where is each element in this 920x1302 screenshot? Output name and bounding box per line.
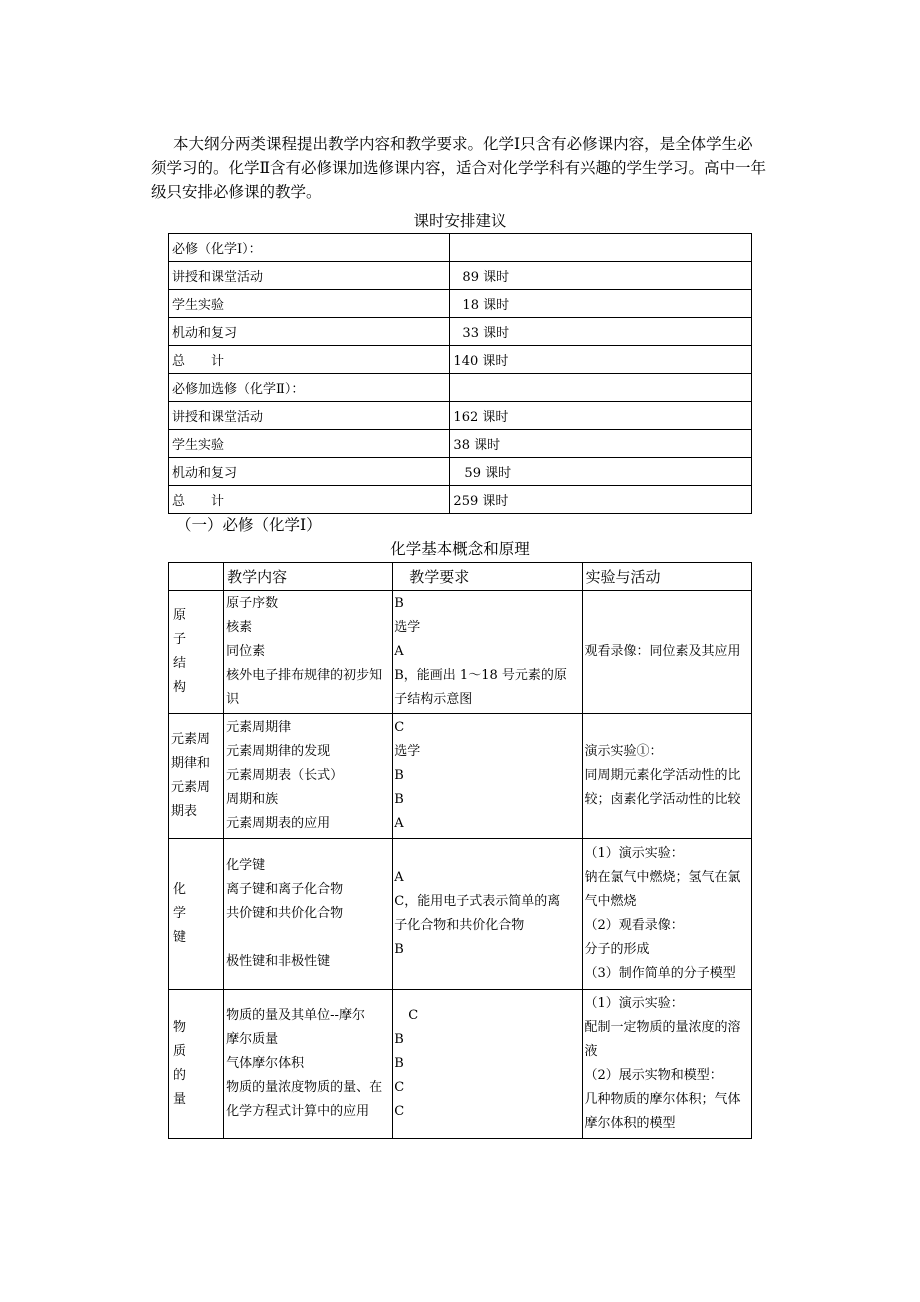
activity-line: 几种物质的摩尔体积；气体 xyxy=(584,1092,741,1107)
requirement-line: B，能画出 1～18 号元素的原 xyxy=(394,668,567,683)
topic-line: 物 xyxy=(173,1020,187,1035)
activity-line: （3）制作简单的分子模型 xyxy=(584,966,736,981)
activity-line: （1）演示实验： xyxy=(584,996,684,1011)
schedule-hours: 38 课时 xyxy=(450,430,752,458)
schedule-item: 机动和复习 xyxy=(169,458,450,486)
requirement-line: C，能用电子式表示简单的离 xyxy=(394,894,561,909)
schedule-item: 机动和复习 xyxy=(169,318,450,346)
content-cell xyxy=(224,839,393,990)
topic-line: 构 xyxy=(173,680,187,695)
table-row xyxy=(169,839,752,990)
content-line: 同位素 xyxy=(226,644,266,659)
content-line: 物质的量及其单位--摩尔 xyxy=(226,1008,365,1023)
activity-line: 较；卤素化学活动性的比较 xyxy=(584,792,741,807)
schedule-item: 总 计 xyxy=(169,346,450,374)
topic-line: 结 xyxy=(173,656,187,671)
schedule-item: 讲授和课堂活动 xyxy=(169,262,450,290)
table-row xyxy=(169,714,752,839)
schedule-hours: 162 课时 xyxy=(450,402,752,430)
requirement-line: C xyxy=(394,1080,405,1095)
schedule-item: 总 计 xyxy=(169,486,450,514)
content-line: 化学方程式计算中的应用 xyxy=(226,1104,370,1119)
content-line: 原子序数 xyxy=(226,596,279,611)
requirement-line: A xyxy=(394,816,404,831)
content-line: 元素周期表（长式） xyxy=(226,768,344,783)
activity-cell xyxy=(582,714,752,839)
table-row xyxy=(169,591,752,714)
requirement-line: C xyxy=(394,1104,405,1119)
content-line: 元素周期律 xyxy=(226,720,292,735)
requirement-line: B xyxy=(394,596,404,611)
topic-cell xyxy=(169,990,224,1139)
table-row xyxy=(169,374,752,402)
activity-line: 摩尔体积的模型 xyxy=(584,1116,676,1131)
topic-line: 化 xyxy=(173,882,187,897)
content-cell xyxy=(224,591,393,714)
requirement-line: B xyxy=(394,792,404,807)
topic-line: 的 xyxy=(173,1068,187,1083)
requirement-line: B xyxy=(394,942,404,957)
table-row xyxy=(169,318,752,346)
requirement-line: 子化合物和共价化合物 xyxy=(394,918,525,933)
activity-cell xyxy=(582,839,752,990)
requirement-line: B xyxy=(394,768,404,783)
content-line xyxy=(226,926,392,950)
schedule-hours: 18 课时 xyxy=(450,290,752,318)
table-row xyxy=(169,234,752,262)
content-line: 识 xyxy=(226,692,240,707)
table-row xyxy=(169,990,752,1139)
intro-line: 本大纲分两类课程提出教学内容和教学要求。化学Ⅰ只含有必修课内容，是全体学生必 xyxy=(173,135,753,153)
intro-line: 级只安排必修课的教学。 xyxy=(151,183,322,201)
intro-line: 须学习的。化学Ⅱ含有必修课加选修课内容，适合对化学学科有兴趣的学生学习。高中一年 xyxy=(151,159,767,177)
activity-line: 液 xyxy=(584,1044,598,1059)
requirement-cell xyxy=(393,714,582,839)
activity-line: 配制一定物质的量浓度的溶 xyxy=(584,1020,741,1035)
requirement-cell xyxy=(393,839,582,990)
topic-line: 元素周 xyxy=(171,732,211,747)
intro-paragraph xyxy=(151,132,784,204)
schedule-hours xyxy=(450,234,752,262)
requirement-line: B xyxy=(394,1056,404,1071)
topic-line: 期律和 xyxy=(171,756,211,771)
schedule-item: 必修（化学Ⅰ）： xyxy=(169,234,450,262)
requirement-line: 选学 xyxy=(394,744,421,759)
topic-line: 子 xyxy=(173,632,187,647)
activity-line: 钠在氯气中燃烧；氢气在氯 xyxy=(584,870,741,885)
requirement-line: 选学 xyxy=(394,620,421,635)
requirement-cell xyxy=(393,990,582,1139)
table-row xyxy=(169,262,752,290)
column-header xyxy=(169,563,224,591)
content-line: 化学键 xyxy=(226,858,266,873)
topic-line: 质 xyxy=(173,1044,187,1059)
content-line: 元素周期表的应用 xyxy=(226,816,331,831)
requirement-line: C xyxy=(394,720,405,735)
content-line: 共价键和共价化合物 xyxy=(226,906,344,921)
topic-line: 学 xyxy=(173,906,187,921)
table-row xyxy=(169,458,752,486)
topic-line: 量 xyxy=(173,1092,187,1107)
content-line: 周期和族 xyxy=(226,792,279,807)
content-line: 物质的量浓度物质的量、在 xyxy=(226,1080,383,1095)
table-row xyxy=(169,402,752,430)
schedule-item: 必修加选修（化学Ⅱ）： xyxy=(169,374,450,402)
content-line: 气体摩尔体积 xyxy=(226,1056,305,1071)
schedule-hours: 33 课时 xyxy=(450,318,752,346)
activity-line: （1）演示实验： xyxy=(584,846,684,861)
topic-line: 元素周 xyxy=(171,780,211,795)
content-line: 离子键和离子化合物 xyxy=(226,882,344,897)
table-row xyxy=(169,430,752,458)
activity-cell xyxy=(582,591,752,714)
activity-line: 同周期元素化学活动性的比 xyxy=(584,768,741,783)
section-heading: （一）必修（化学Ⅰ） xyxy=(176,516,322,534)
column-header: 教学内容 xyxy=(224,563,393,591)
topic-line: 键 xyxy=(173,930,187,945)
schedule-item: 讲授和课堂活动 xyxy=(169,402,450,430)
column-header: 实验与活动 xyxy=(582,563,752,591)
topic-line: 原 xyxy=(173,608,187,623)
activity-cell xyxy=(582,990,752,1139)
requirement-line: A xyxy=(394,644,404,659)
topic-line: 期表 xyxy=(171,804,198,819)
schedule-item: 学生实验 xyxy=(169,430,450,458)
activity-line: 观看录像：同位素及其应用 xyxy=(584,644,741,659)
activity-line: 气中燃烧 xyxy=(584,894,637,909)
concepts-title: 化学基本概念和原理 xyxy=(390,540,530,558)
content-line: 核素 xyxy=(226,620,253,635)
activity-line: 分子的形成 xyxy=(584,942,650,957)
table-row xyxy=(169,290,752,318)
content-cell xyxy=(224,990,393,1139)
table-row xyxy=(169,486,752,514)
topic-cell xyxy=(169,591,224,714)
requirement-cell xyxy=(393,591,582,714)
requirement-line: B xyxy=(394,1032,404,1047)
requirement-line: 子结构示意图 xyxy=(394,692,473,707)
content-line: 摩尔质量 xyxy=(226,1032,279,1047)
content-line: 极性键和非极性键 xyxy=(226,954,331,969)
schedule-hours xyxy=(450,374,752,402)
content-line: 元素周期律的发现 xyxy=(226,744,331,759)
schedule-item: 学生实验 xyxy=(169,290,450,318)
content-line: 核外电子排布规律的初步知 xyxy=(226,668,383,683)
activity-line: （2）展示实物和模型： xyxy=(584,1068,723,1083)
topic-cell xyxy=(169,839,224,990)
activity-line: （2）观看录像： xyxy=(584,918,684,933)
schedule-hours: 140 课时 xyxy=(450,346,752,374)
header-row xyxy=(169,563,752,591)
schedule-title: 课时安排建议 xyxy=(413,212,507,230)
requirement-line: A xyxy=(394,870,404,885)
schedule-hours: 89 课时 xyxy=(450,262,752,290)
schedule-table xyxy=(168,233,752,514)
schedule-hours: 259 课时 xyxy=(450,486,752,514)
requirement-line: C xyxy=(408,1008,419,1023)
table-row xyxy=(169,346,752,374)
column-header: 教学要求 xyxy=(393,563,582,591)
content-cell xyxy=(224,714,393,839)
activity-line: 演示实验①： xyxy=(584,744,663,759)
concepts-table xyxy=(168,562,752,1139)
topic-cell xyxy=(169,714,224,839)
schedule-hours: 59 课时 xyxy=(450,458,752,486)
